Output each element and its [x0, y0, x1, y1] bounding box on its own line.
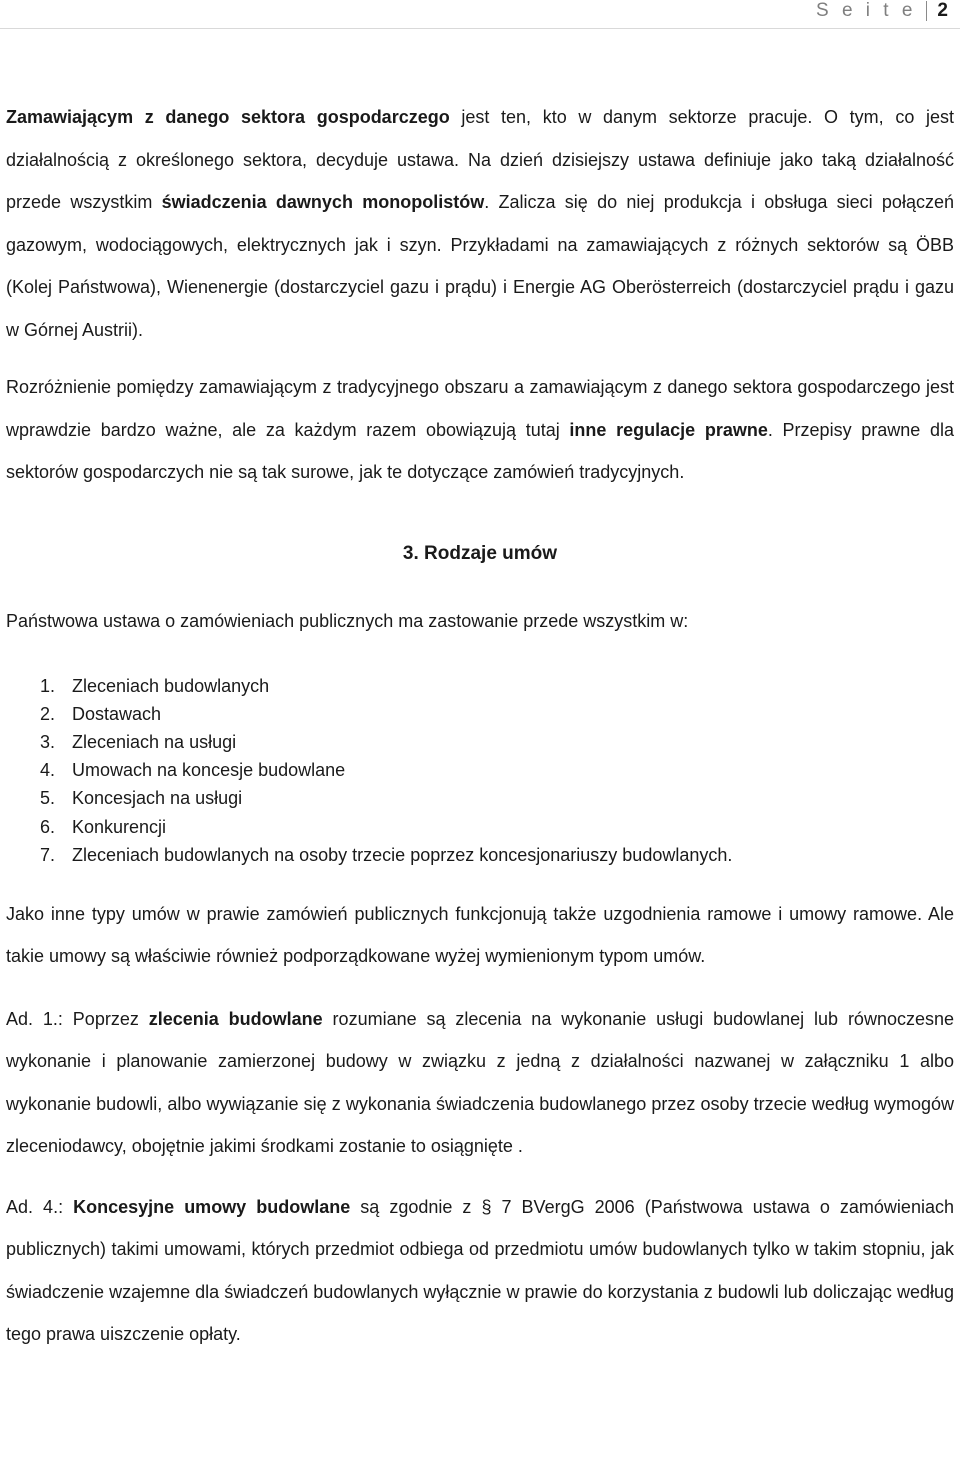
- bold-term: zlecenia budowlane: [148, 1008, 323, 1029]
- list-item: 1. Zleceniach budowlanych: [40, 675, 270, 696]
- contract-types-list: [6, 672, 954, 869]
- bold-term: inne regulacje prawne: [569, 419, 768, 440]
- bold-term: świadczenia dawnych monopolistów: [161, 192, 485, 212]
- paragraph-ad-4: Ad. 4.: Koncesyjne umowy budowlane są zgodnie z § 7 BVergG 2006 (Państwowa ustawa o zamówieniach publicznych) takimi umowami, których przedmiot odbiega od przedmiotu umów budowlanych tylko w takim stopniu, jak świadczenie wzajemne dla świadczeń budowlanych wyłącznie w prawie do korzystania z budowli lub doliczając według tego prawa uiszczenie opłaty.: [6, 1196, 954, 1345]
- list-item: 2. Dostawach: [40, 703, 162, 724]
- list-item: 5. Koncesjach na usługi: [40, 788, 243, 809]
- header-separator: [926, 1, 927, 21]
- section-intro: Państwowa ustawa o zamówieniach publicznych ma zastowanie przede wszystkim w:: [6, 610, 689, 631]
- page-label: S e i t e: [816, 0, 917, 21]
- list-item: 7. Zleceniach budowlanych na osoby trzecie poprzez koncesjonariuszy budowlanych.: [40, 844, 733, 865]
- paragraph-distinction: Rozróżnienie pomiędzy zamawiającym z tradycyjnego obszaru a zamawiającym z danego sektora gospodarczego jest wprawdzie bardzo ważne, ale za każdym razem obowiązują tutaj inne regulacje prawne. Przepisy prawne dla sektorów gospodarczych nie są tak surowe, jak te dotyczące zamówień tradycyjnych.: [6, 377, 954, 482]
- paragraph-framework-agreements: Jako inne typy umów w prawie zamówień publicznych funkcjonują także uzgodnienia ramowe i umowy ramowe. Ale takie umowy są właściwie również podporządkowane wyżej wymienionym typom umów.: [6, 903, 954, 967]
- paragraph-sector-contracting: Zamawiającym z danego sektora gospodarczego jest ten, kto w danym sektorze pracuje. O tym, co jest działalnością z określonego sektora, decyduje ustawa. Na dzień dzisiejszy ustawa definiuje jako taką działalność przede wszystkim świadczenia dawnych monopolistów. Zalicza się do niej produkcja i obsługa sieci połączeń gazowym, wodociągowych, elektrycznych jak i szyn. Przykładami na zamawiających z różnych sektorów są ÖBB (Kolej Państwowa), Wienenergie (dostarczyciel gazu i prądu) i Energie AG Oberösterreich (dostarczyciel prądu i gazu w Górnej Austrii).: [6, 107, 954, 340]
- list-item: 3. Zleceniach na usługi: [40, 731, 237, 752]
- section-heading: 3. Rodzaje umów: [402, 542, 558, 564]
- header-rule: [0, 28, 960, 29]
- page-header: [0, 0, 960, 26]
- paragraph-ad-1: Ad. 1.: Poprzez zlecenia budowlane rozumiane są zlecenia na wykonanie usługi budowlanej lub równoczesne wykonanie i planowanie zamierzonej budowy w związku z jedną z działalności nazwanej w załączniku 1 albo wykonanie budowli, albo wywiązanie się z wykonania świadczenia budowlanego przez osoby trzecie według wymogów zleceniodawcy, obojętnie jakimi środkami zostanie to osiągnięte .: [6, 1008, 954, 1157]
- list-item: 6. Konkurencji: [40, 816, 167, 837]
- list-item: 4. Umowach na koncesje budowlane: [40, 760, 346, 781]
- bold-term: Koncesyjne umowy budowlane: [73, 1196, 351, 1217]
- page-number-block: [816, 0, 948, 22]
- document-body: [6, 96, 954, 1356]
- bold-term: Zamawiającym z danego sektora gospodarczego: [6, 107, 450, 127]
- page-number: 2: [937, 0, 948, 21]
